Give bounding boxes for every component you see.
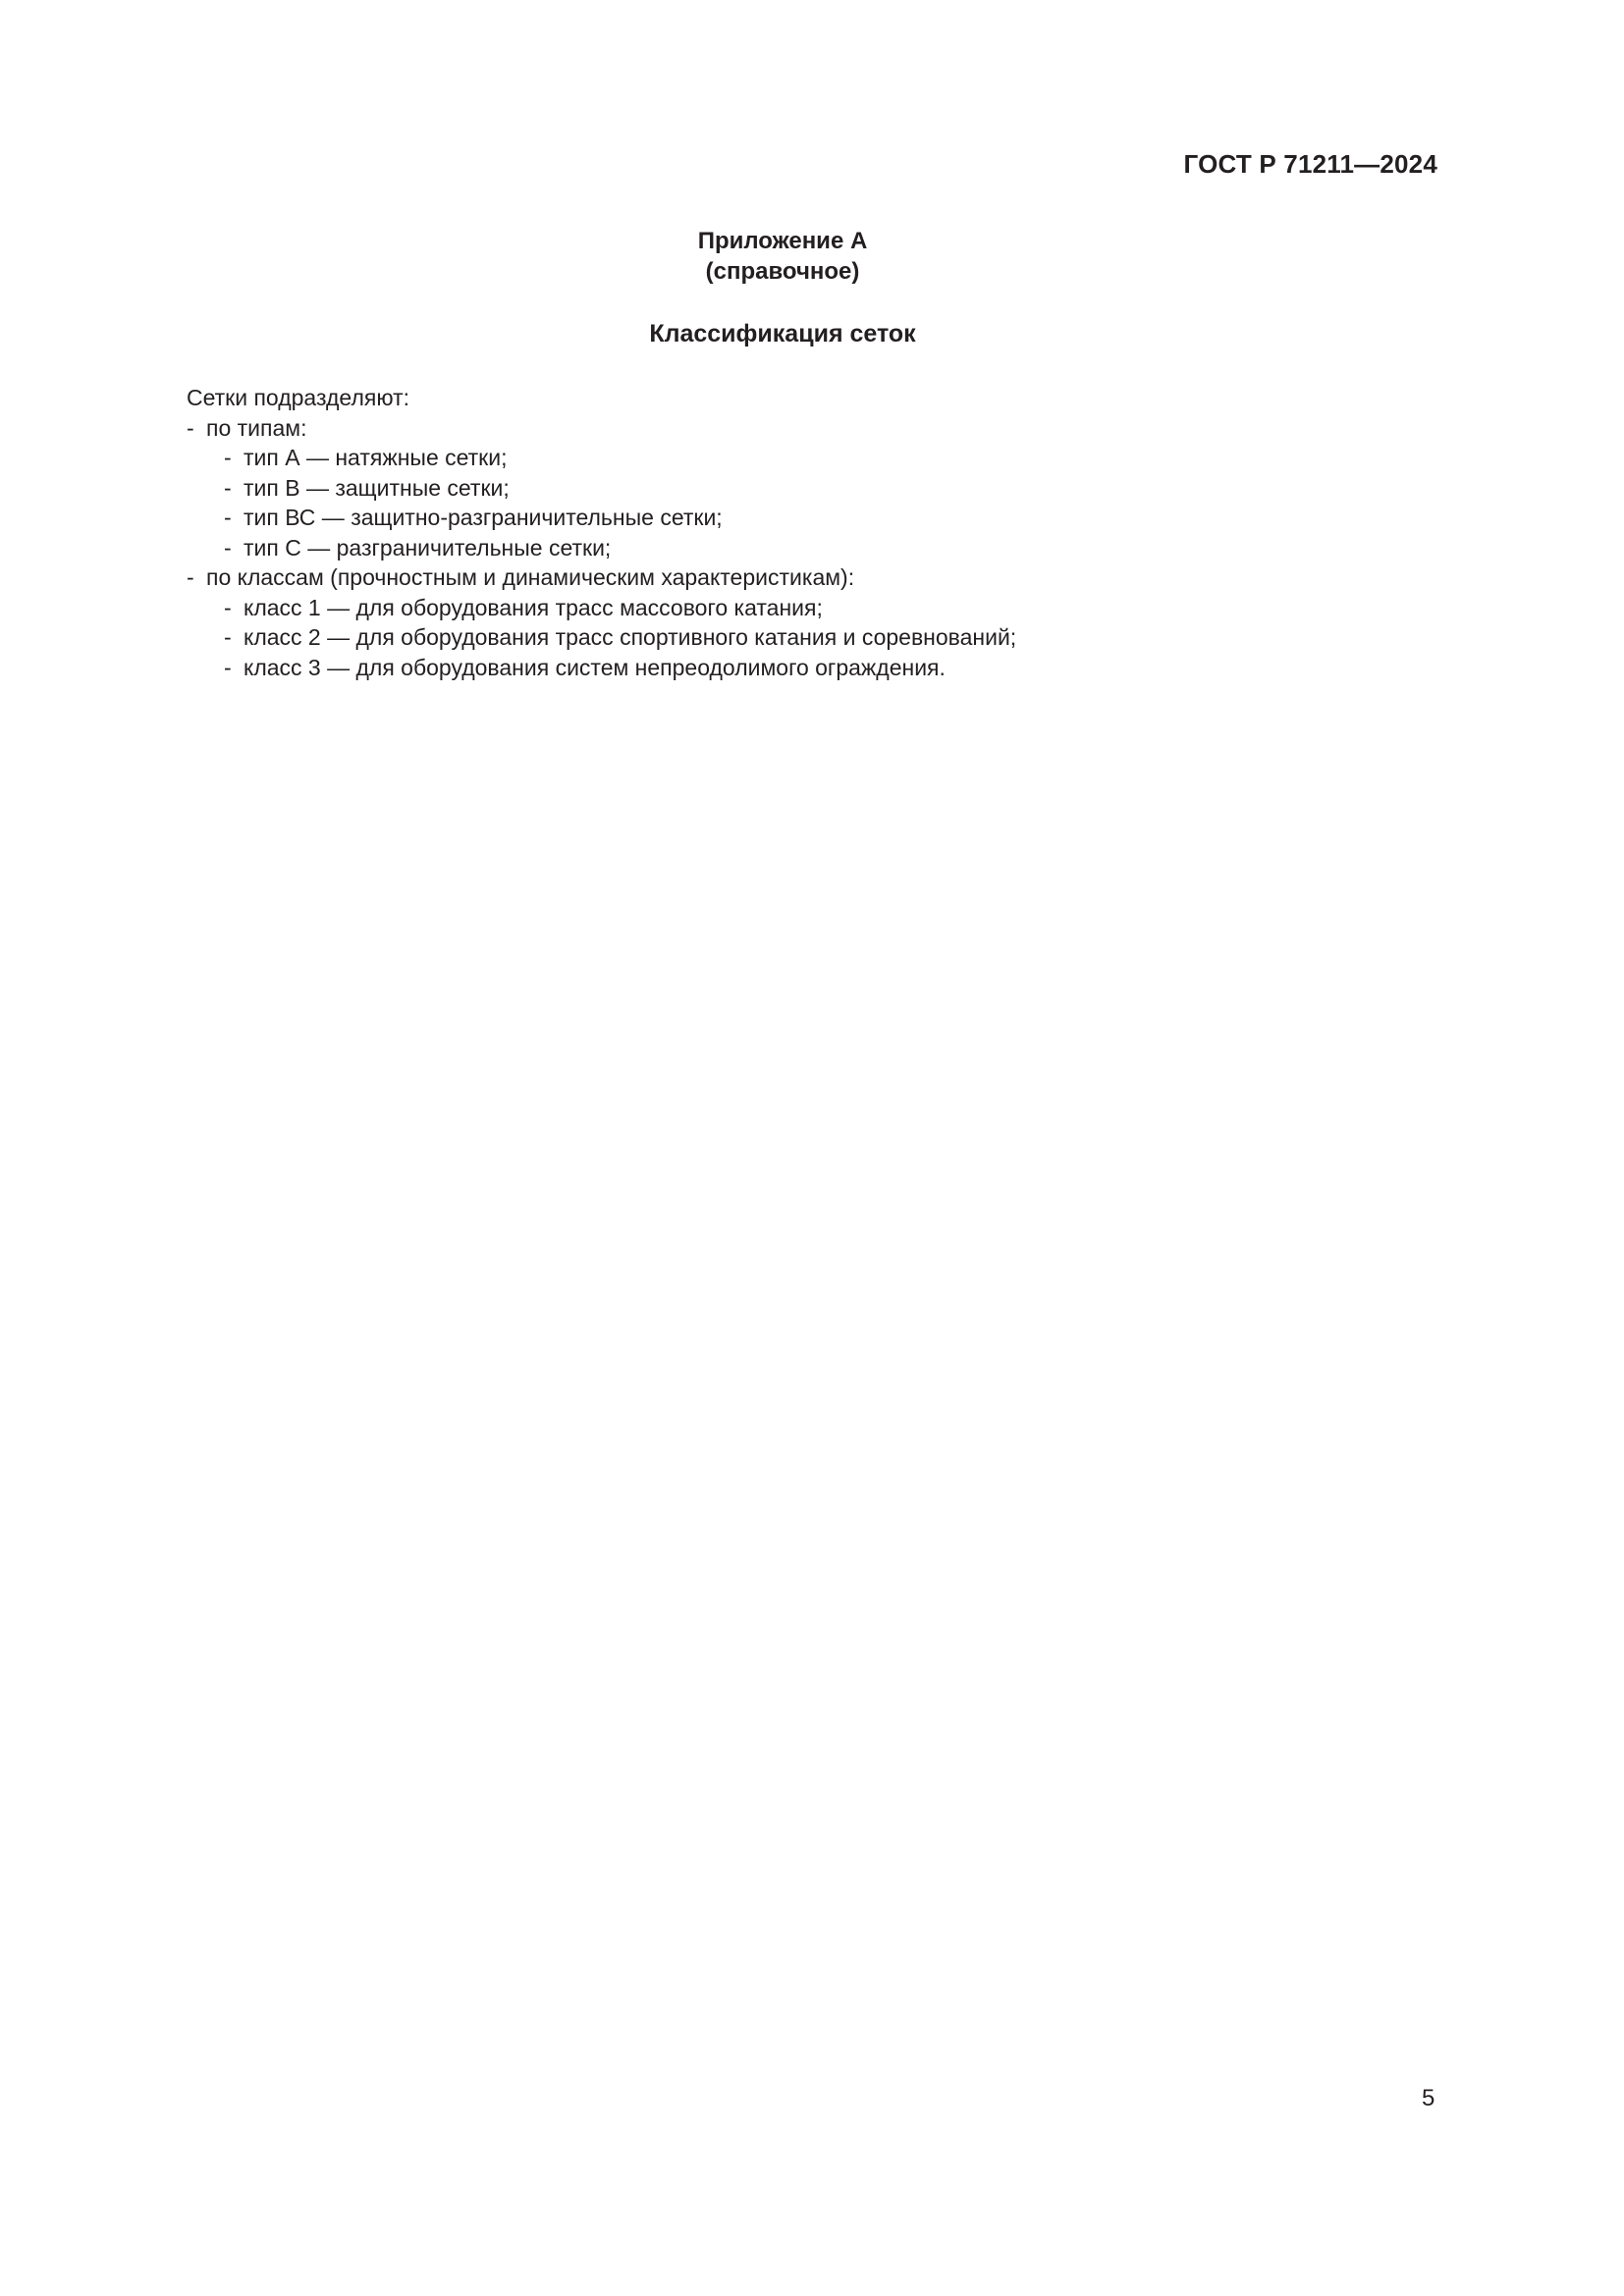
- annex-status: (справочное): [705, 258, 860, 285]
- list-item-text: класс 2 — для оборудования трасс спортивного катания и соревнований;: [244, 624, 1017, 650]
- list-item-class: [187, 622, 1016, 653]
- list-item-text: тип ВС — защитно-разграничительные сетки;: [244, 505, 723, 530]
- list-dash: -: [224, 654, 232, 680]
- list-item-text: класс 1 — для оборудования трасс массового катания;: [244, 594, 823, 620]
- list-dash: -: [224, 594, 232, 620]
- list-item-text: тип С — разграничительные сетки;: [244, 534, 612, 561]
- list-dash: -: [187, 414, 194, 441]
- list-item-class: [187, 653, 1016, 683]
- list-dash: -: [224, 474, 232, 501]
- list-item-type: [187, 443, 1016, 473]
- document-code: ГОСТ Р 71211—2024: [1183, 149, 1437, 179]
- list-item-type: [187, 503, 1016, 533]
- list-item-type: [187, 473, 1016, 504]
- list-dash: -: [224, 445, 232, 470]
- list-item-text: тип В — защитные сетки;: [244, 474, 510, 501]
- section-title-block: [0, 318, 1624, 349]
- list-item-class: [187, 593, 1016, 623]
- list-item-by-class: [187, 562, 1016, 593]
- annex-heading: [0, 226, 1624, 287]
- list-item-type: [187, 533, 1016, 563]
- list-dash: -: [224, 505, 232, 530]
- list-item-text: тип А — натяжные сетки;: [244, 445, 508, 470]
- section-title: Классификация сеток: [649, 320, 916, 347]
- list-dash: -: [224, 534, 232, 561]
- list-item-label: по классам (прочностным и динамическим характеристикам):: [206, 564, 855, 590]
- classification-text: [187, 383, 1016, 682]
- list-dash: -: [224, 624, 232, 650]
- list-item-label: по типам:: [206, 414, 307, 441]
- intro-line: Сетки подразделяют:: [187, 385, 409, 410]
- list-item-by-type: [187, 413, 1016, 444]
- list-item-text: класс 3 — для оборудования систем непреодолимого ограждения.: [244, 654, 946, 680]
- list-dash: -: [187, 564, 194, 590]
- annex-title: Приложение А: [697, 228, 868, 254]
- page-number: 5: [1422, 2085, 1435, 2111]
